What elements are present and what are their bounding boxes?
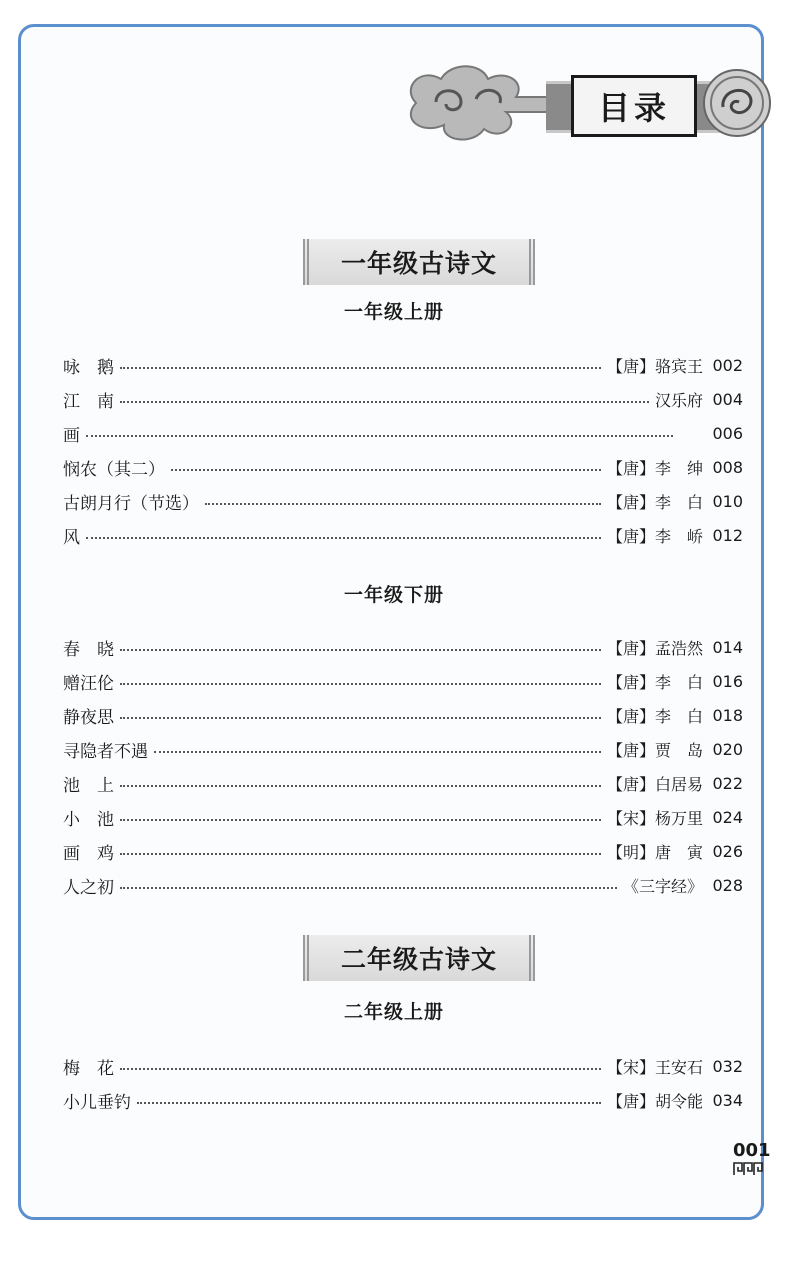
toc-entry[interactable] — [63, 734, 743, 764]
entry-title: 池 上 — [63, 775, 114, 796]
entry-title: 悯农（其二） — [63, 459, 165, 480]
entry-author: 【唐】胡令能 — [606, 1091, 703, 1111]
entry-page: 002 — [712, 355, 743, 375]
toc-entry[interactable] — [63, 768, 743, 798]
entry-title: 画 鸡 — [63, 843, 114, 864]
page-title: 目录 — [571, 75, 697, 137]
entry-title: 江 南 — [63, 391, 114, 412]
toc-entry[interactable] — [63, 870, 743, 900]
dot-leader — [120, 785, 601, 787]
dot-leader — [120, 853, 601, 855]
toc-entry[interactable] — [63, 1051, 743, 1081]
entry-title: 人之初 — [63, 877, 114, 898]
entry-title: 小儿垂钓 — [63, 1092, 131, 1113]
entry-title: 梅 花 — [63, 1058, 114, 1079]
dot-leader — [120, 887, 617, 889]
page-number: 001 — [733, 1140, 771, 1161]
dot-leader — [120, 717, 601, 719]
entry-author: 【唐】白居易 — [606, 774, 703, 794]
toc-entry[interactable] — [63, 350, 743, 380]
entry-page: 032 — [712, 1056, 743, 1076]
entry-title: 静夜思 — [63, 707, 114, 728]
toc-entry[interactable] — [63, 1085, 743, 1115]
grade-heading-1: 一年级古诗文 — [303, 239, 535, 285]
toc-entry[interactable] — [63, 836, 743, 866]
toc-entry[interactable] — [63, 486, 743, 516]
dot-leader — [120, 819, 601, 821]
dot-leader — [120, 367, 601, 369]
entry-author: 【宋】王安石 — [606, 1057, 703, 1077]
entry-title: 咏 鹅 — [63, 357, 114, 378]
entry-title: 古朗月行（节选） — [63, 493, 199, 514]
toc-entry[interactable] — [63, 666, 743, 696]
entry-title: 寻隐者不遇 — [63, 741, 148, 762]
entry-author: 【唐】骆宾王 — [606, 356, 703, 376]
entry-page: 020 — [712, 739, 743, 759]
entry-page: 004 — [712, 389, 743, 409]
entry-author: 【明】唐 寅 — [606, 842, 703, 862]
header-banner — [396, 57, 776, 149]
entry-author: 【唐】李 白 — [606, 672, 703, 692]
dot-leader — [120, 1068, 601, 1070]
entry-author: 【唐】孟浩然 — [606, 638, 703, 658]
toc-entry[interactable] — [63, 384, 743, 414]
dragon-medallion-icon — [701, 67, 773, 139]
toc-entry[interactable] — [63, 632, 743, 662]
toc-entry[interactable] — [63, 452, 743, 482]
fret-ornament-icon — [733, 1162, 763, 1176]
entry-title: 画 — [63, 425, 80, 446]
entry-title: 风 — [63, 527, 80, 548]
entry-page: 014 — [712, 637, 743, 657]
entry-page: 006 — [712, 423, 743, 443]
page-frame — [18, 24, 771, 1220]
dot-leader — [120, 401, 649, 403]
toc-entry[interactable] — [63, 418, 743, 448]
cloud-ornament-icon — [396, 57, 566, 149]
entry-page: 034 — [712, 1090, 743, 1110]
entry-author: 【唐】贾 岛 — [606, 740, 703, 760]
entry-page: 012 — [712, 525, 743, 545]
entry-author: 《三字经》 — [622, 876, 703, 896]
entry-title: 小 池 — [63, 809, 114, 830]
toc-entry[interactable] — [63, 700, 743, 730]
dot-leader — [154, 751, 601, 753]
dot-leader — [86, 435, 673, 437]
entry-author: 【宋】杨万里 — [606, 808, 703, 828]
entry-author: 汉乐府 — [654, 390, 703, 410]
volume-heading: 一年级上册 — [343, 301, 444, 323]
dot-leader — [86, 537, 601, 539]
toc-entry[interactable] — [63, 802, 743, 832]
grade-heading-2: 二年级古诗文 — [303, 935, 535, 981]
entry-page: 018 — [712, 705, 743, 725]
entry-page: 010 — [712, 491, 743, 511]
dot-leader — [137, 1102, 601, 1104]
entry-page: 026 — [712, 841, 743, 861]
toc-entry[interactable] — [63, 520, 743, 550]
entry-page: 024 — [712, 807, 743, 827]
entry-author: 【唐】李 白 — [606, 492, 703, 512]
entry-author: 【唐】李 峤 — [606, 526, 703, 546]
entry-page: 016 — [712, 671, 743, 691]
entry-title: 春 晓 — [63, 639, 114, 660]
volume-heading: 二年级上册 — [343, 1001, 444, 1023]
entry-page: 008 — [712, 457, 743, 477]
dot-leader — [120, 649, 601, 651]
entry-title: 赠汪伦 — [63, 673, 114, 694]
entry-page: 022 — [712, 773, 743, 793]
volume-heading: 一年级下册 — [343, 584, 444, 606]
entry-page: 028 — [712, 875, 743, 895]
dot-leader — [171, 469, 601, 471]
dot-leader — [120, 683, 601, 685]
entry-author: 【唐】李 白 — [606, 706, 703, 726]
dot-leader — [205, 503, 601, 505]
entry-author: 【唐】李 绅 — [606, 458, 703, 478]
